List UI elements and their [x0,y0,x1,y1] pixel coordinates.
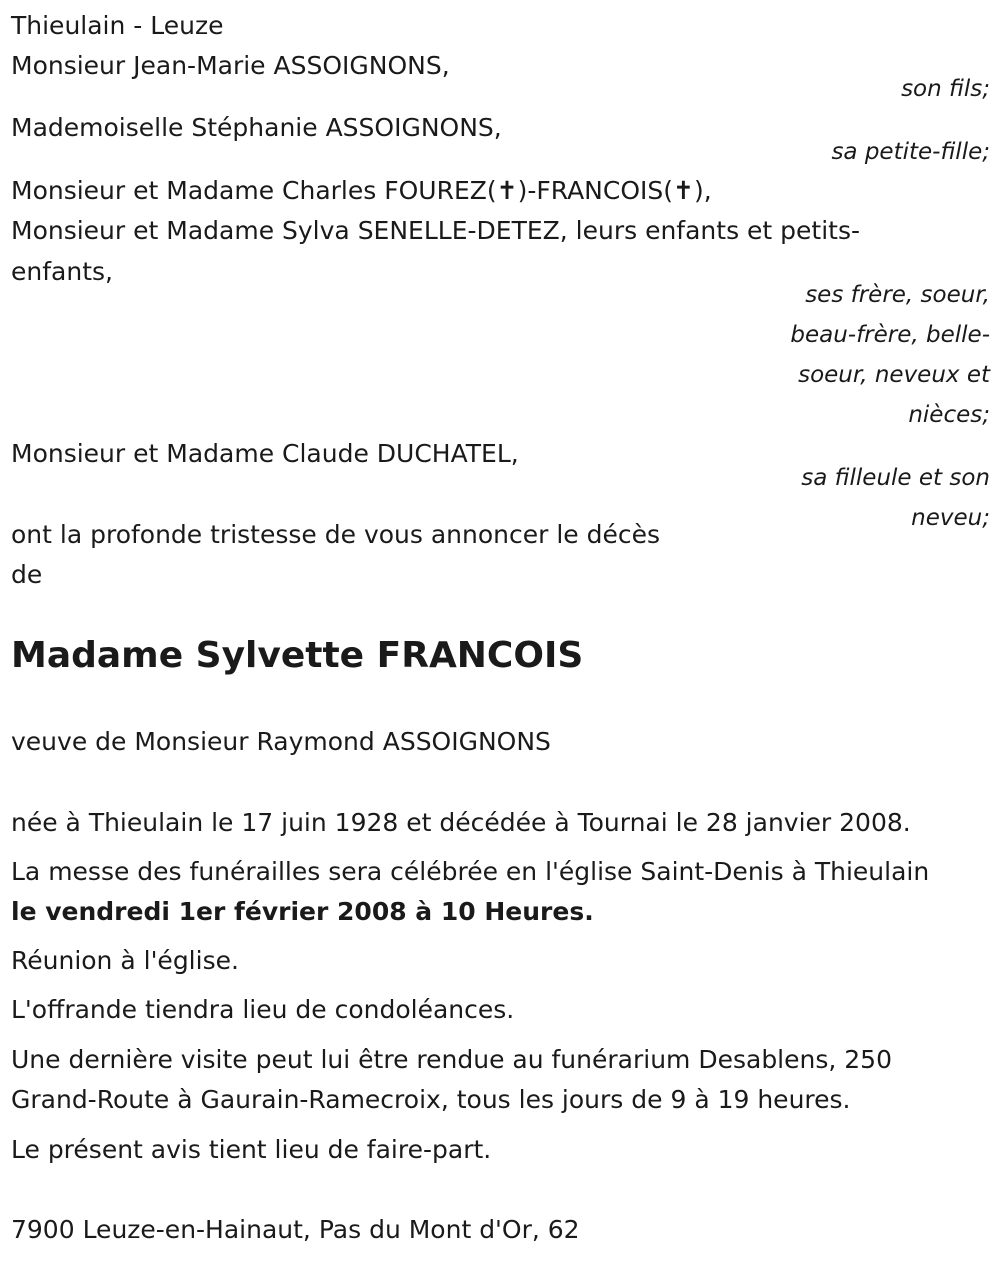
notice-statement: Le présent avis tient lieu de faire-part. [11,1135,492,1164]
visit-line-1: Une dernière visite peut lui être rendue au funérarium Desablens, 250 [11,1045,892,1074]
widow-of: veuve de Monsieur Raymond ASSOIGNONS [11,727,551,756]
offering-note: L'offrande tiendra lieu de condoléances. [11,995,515,1024]
family-member-siblings-3: enfants, [11,257,113,286]
deceased-name: Madame Sylvette FRANCOIS [11,635,584,676]
family-address: 7900 Leuze-en-Hainaut, Pas du Mont d'Or, 62 [11,1215,580,1244]
meeting-place: Réunion à l'église. [11,946,239,975]
funeral-mass: La messe des funérailles sera célébrée en l'église Saint-Denis à Thieulain [11,857,930,886]
announcement-line-2: de [11,560,43,589]
relation-siblings-2: beau-frère, belle- [790,322,990,348]
family-member-son: Monsieur Jean-Marie ASSOIGNONS, [11,51,450,80]
family-member-granddaughter: Mademoiselle Stéphanie ASSOIGNONS, [11,113,502,142]
relation-siblings-1: ses frère, soeur, [805,282,990,308]
funeral-date: le vendredi 1er février 2008 à 10 Heures. [11,897,594,926]
birth-death-dates: née à Thieulain le 17 juin 1928 et décédée à Tournai le 28 janvier 2008. [11,808,911,837]
relation-godchild-2: neveu; [911,505,990,531]
relation-siblings-4: nièces; [908,402,990,428]
visit-line-2: Grand-Route à Gaurain-Ramecroix, tous les jours de 9 à 19 heures. [11,1085,851,1114]
announcement-line-1: ont la profonde tristesse de vous annoncer le décès [11,520,661,549]
relation-granddaughter: sa petite-fille; [831,139,990,165]
relation-son: son fils; [901,76,990,102]
relation-siblings-3: soeur, neveux et [798,362,990,388]
family-member-siblings-2: Monsieur et Madame Sylva SENELLE-DETEZ, leurs enfants et petits- [11,216,861,245]
location-heading: Thieulain - Leuze [11,11,224,40]
family-member-godchild: Monsieur et Madame Claude DUCHATEL, [11,439,519,468]
family-member-siblings-1: Monsieur et Madame Charles FOUREZ(✝)-FRANCOIS(✝), [11,176,712,205]
relation-godchild-1: sa filleule et son [801,465,990,491]
